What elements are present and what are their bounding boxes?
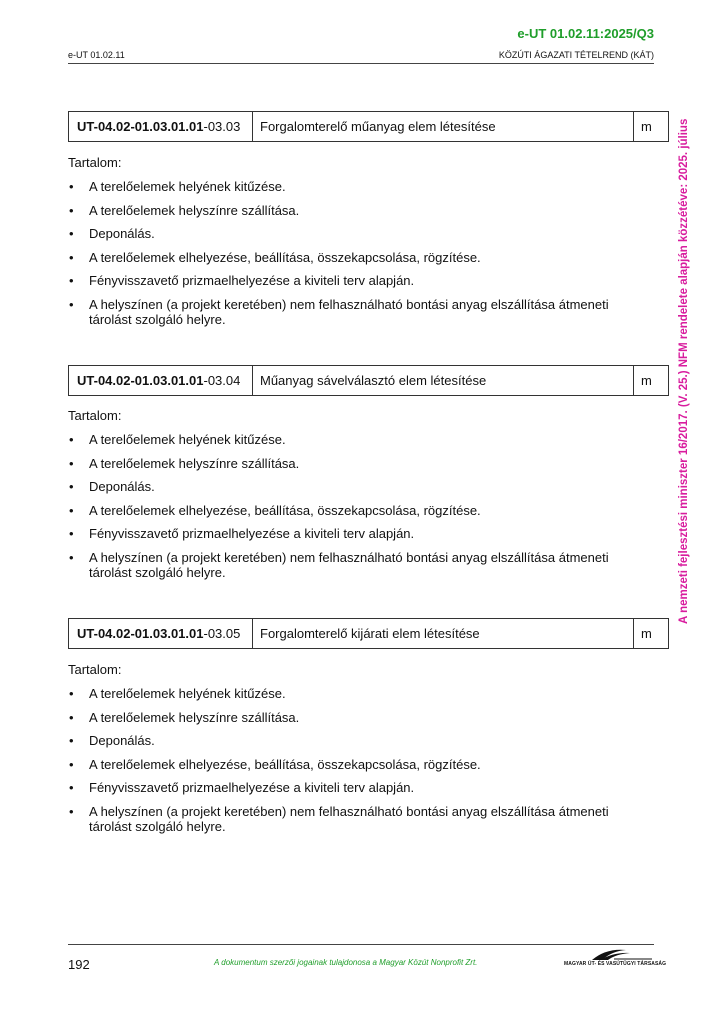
logo-text: MAGYAR ÚT- ÉS VASÚTÜGYI TÁRSASÁG [564, 961, 667, 967]
list-item: • A terelőelemek elhelyezése, beállítása, összekapcsolása, rögzítése. [68, 503, 638, 518]
list-item: • Fényvisszavető prizmaelhelyezése a kiviteli terv alapján. [68, 780, 638, 795]
contents-list [68, 686, 638, 842]
contents-label: Tartalom: [68, 155, 122, 170]
running-header [68, 50, 654, 64]
item-code-bold: UT-04.02-01.03.01.01 [77, 373, 204, 388]
list-item: • A helyszínen (a projekt keretében) nem felhasználható bontási anyag elszállítása átmeneti tárolást szolgáló helyre. [68, 550, 638, 580]
item-code-suffix: -03.05 [203, 626, 241, 641]
contents-list [68, 179, 638, 335]
list-item: • A terelőelemek helyszínre szállítása. [68, 203, 638, 218]
item-code-bold: UT-04.02-01.03.01.01 [77, 119, 204, 134]
item-description-cell: Forgalomterelő kijárati elem létesítése [253, 619, 634, 648]
footer-rule [68, 944, 654, 945]
item-unit-cell: m [641, 373, 652, 388]
copyright-notice: A dokumentum szerzői jogainak tulajdonosa a Magyar Közút Nonprofit Zrt. [214, 958, 478, 967]
list-item: • A terelőelemek elhelyezése, beállítása, összekapcsolása, rögzítése. [68, 757, 638, 772]
side-publication-note: A nemzeti fejlesztési miniszter 16/2017. (V. 25.) NFM rendelete alapján közzétéve: 2025. július [678, 118, 690, 624]
item-unit-cell: m [641, 626, 652, 641]
list-item: • A terelőelemek helyének kitűzése. [68, 686, 638, 701]
item-code-suffix: -03.03 [203, 119, 241, 134]
list-item: • Fényvisszavető prizmaelhelyezése a kiviteli terv alapján. [68, 526, 638, 541]
item-description-cell: Forgalomterelő műanyag elem létesítése [253, 112, 634, 141]
list-item: • Deponálás. [68, 479, 638, 494]
list-item: • Fényvisszavető prizmaelhelyezése a kiviteli terv alapján. [68, 273, 638, 288]
running-header-right: KÖZÚTI ÁGAZATI TÉTELREND (KÁT) [498, 50, 654, 60]
list-item: • Deponálás. [68, 733, 638, 748]
list-item: • A terelőelemek helyszínre szállítása. [68, 456, 638, 471]
contents-label: Tartalom: [68, 408, 122, 423]
list-item: • A helyszínen (a projekt keretében) nem felhasználható bontási anyag elszállítása átmeneti tárolást szolgáló helyre. [68, 297, 638, 327]
item-code-cell [69, 619, 253, 648]
list-item: • A helyszínen (a projekt keretében) nem felhasználható bontási anyag elszállítása átmeneti tárolást szolgáló helyre. [68, 804, 638, 834]
item-table [68, 365, 669, 396]
item-table [68, 618, 669, 649]
list-item: • Deponálás. [68, 226, 638, 241]
logo-swoosh-icon [564, 946, 654, 962]
document-code: e-UT 01.02.11:2025/Q3 [517, 26, 654, 41]
contents-list [68, 432, 638, 588]
company-logo [564, 946, 667, 972]
contents-label: Tartalom: [68, 662, 122, 677]
item-code-suffix: -03.04 [203, 373, 241, 388]
item-unit-cell: m [641, 119, 652, 134]
item-table [68, 111, 669, 142]
list-item: • A terelőelemek helyének kitűzése. [68, 432, 638, 447]
page-number: 192 [68, 957, 90, 972]
item-code-cell [69, 112, 253, 141]
item-code-bold: UT-04.02-01.03.01.01 [77, 626, 204, 641]
list-item: • A terelőelemek elhelyezése, beállítása, összekapcsolása, rögzítése. [68, 250, 638, 265]
item-description-cell: Műanyag sávelválasztó elem létesítése [253, 366, 634, 395]
list-item: • A terelőelemek helyszínre szállítása. [68, 710, 638, 725]
running-header-left: e-UT 01.02.11 [68, 50, 125, 60]
item-code-cell [69, 366, 253, 395]
list-item: • A terelőelemek helyének kitűzése. [68, 179, 638, 194]
